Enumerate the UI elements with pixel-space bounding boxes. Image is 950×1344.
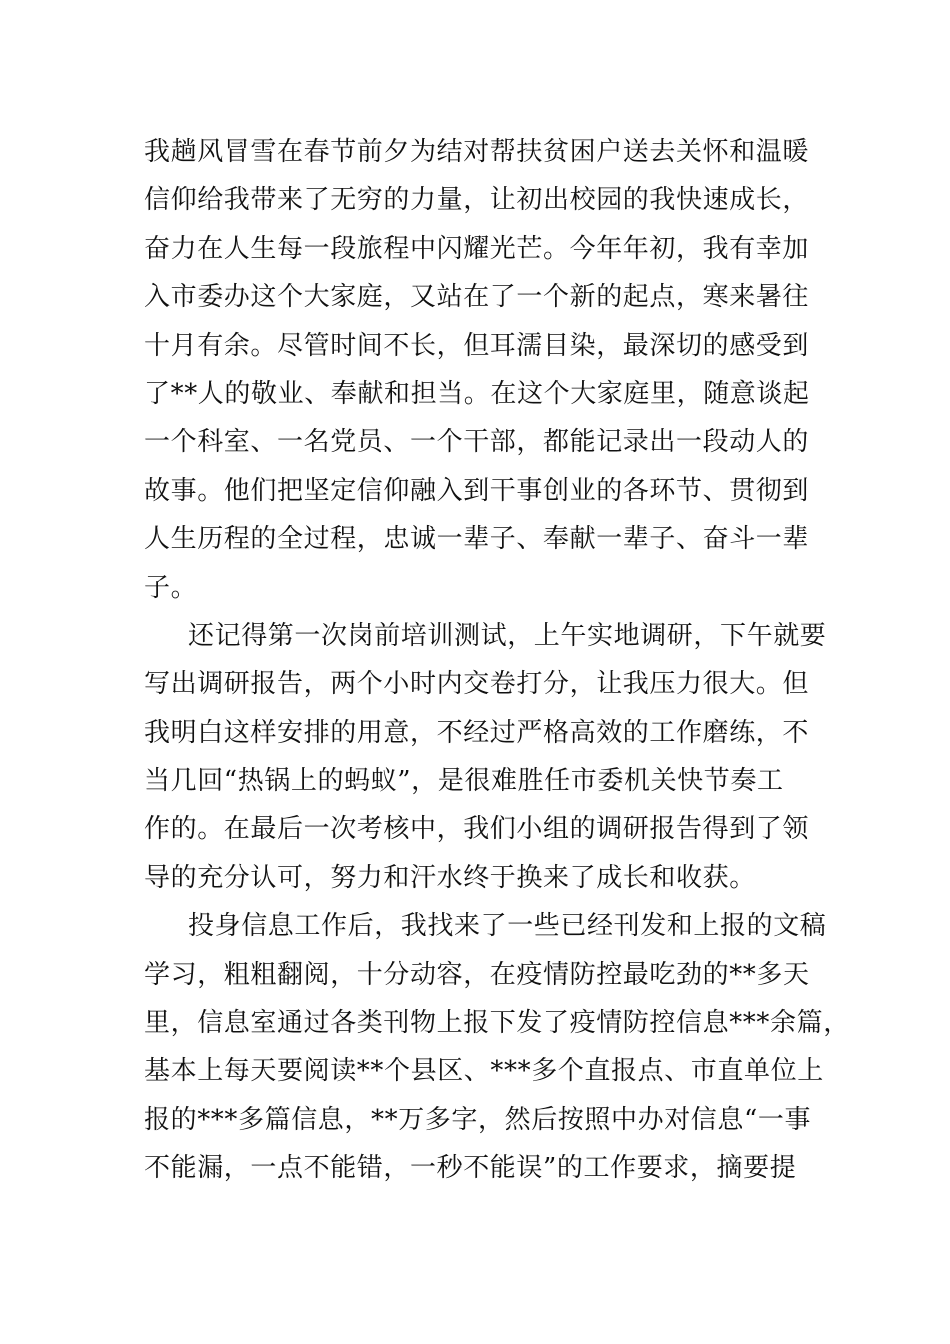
text-line: 故事。他们把坚定信仰融入到干事创业的各环节、贯彻到 [144,475,810,506]
text-line: 我趟风冒雪在春节前夕为结对帮扶贫困户送去关怀和温暖 [144,137,810,167]
text-line: 奋力在人生每一段旅程中闪耀光芒。今年年初，我有幸加 [144,233,810,264]
text-line: 报的***多篇信息，**万多字，然后按照中办对信息“一事 [144,1104,812,1135]
text-line: 作的。在最后一次考核中，我们小组的调研报告得到了领 [144,814,810,845]
text-line-first: 还记得第一次岗前培训测试，上午实地调研，下午就要 [188,620,827,651]
text-line: 不能漏，一点不能错，一秒不能误”的工作要求，摘要提 [144,1153,797,1184]
text-line: 写出调研报告，两个小时内交卷打分，让我压力很大。但 [144,669,810,700]
text-line: 学习，粗粗翻阅，十分动容，在疫情防控最吃劲的**多天 [144,959,810,990]
text-line: 人生历程的全过程，忠诚一辈子、奉献一辈子、奋斗一辈 [144,524,810,555]
paragraph-2 [144,612,844,902]
text-line: 我明白这样安排的用意，不经过严格高效的工作磨练，不 [144,717,810,748]
text-line-first: 投身信息工作后，我找来了一些已经刊发和上报的文稿 [188,911,827,942]
text-line: 里，信息室通过各类刊物上报下发了疫情防控信息***余篇， [144,1008,850,1039]
text-line: 入市委办这个大家庭，又站在了一个新的起点，寒来暑往 [144,282,810,313]
document-body [144,128,850,1193]
text-line: 信仰给我带来了无穷的力量，让初出校园的我快速成长， [144,185,810,216]
text-line: 了**人的敬业、奉献和担当。在这个大家庭里，随意谈起 [144,378,810,409]
paragraph-1 [144,128,844,612]
paragraph-3 [144,902,850,1192]
text-line: 子。 [144,572,198,603]
text-line: 一个科室、一名党员、一个干部，都能记录出一段动人的 [144,427,810,458]
text-line: 当几回“热锅上的蚂蚁”，是很难胜任市委机关快节奏工 [144,766,784,797]
text-line: 十月有余。尽管时间不长，但耳濡目染，最深切的感受到 [144,330,810,361]
text-line: 基本上每天要阅读**个县区、***多个直报点、市直单位上 [144,1056,824,1087]
text-line: 导的充分认可，努力和汗水终于换来了成长和收获。 [144,862,756,893]
